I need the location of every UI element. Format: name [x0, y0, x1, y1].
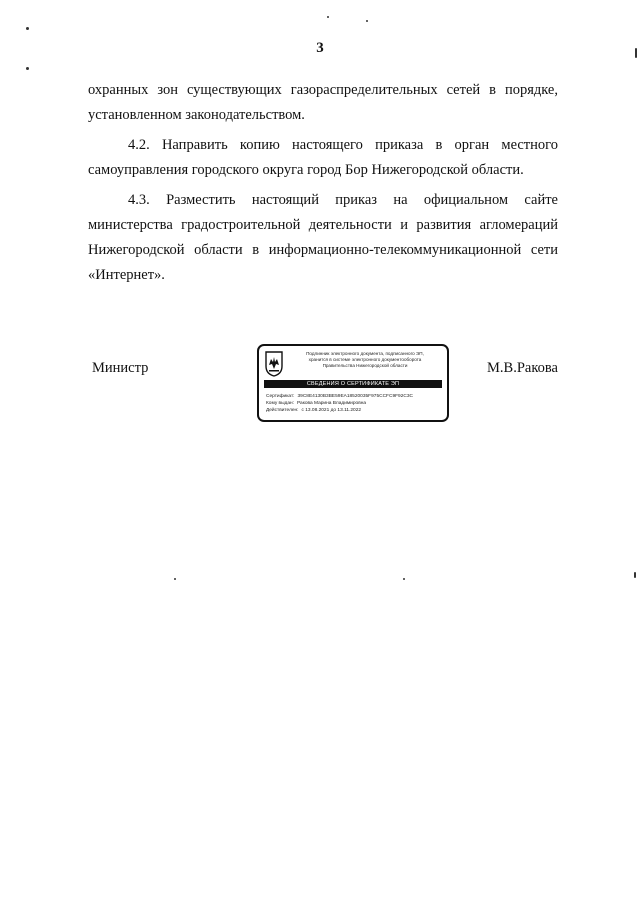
stamp-owner-row: [266, 401, 366, 407]
stamp-validity-row: [266, 408, 361, 414]
stamp-header-line: хранится в системе электронного документооборота: [308, 357, 422, 362]
paragraph-continuation: [88, 78, 558, 128]
certificate-value: 39C8E4130B3BE59EA18520035F975CCFC9F92C3C: [297, 394, 413, 399]
stamp-header-line: Подлинник электронного документа, подписанного ЭП,: [306, 351, 424, 356]
electronic-signature-stamp: [257, 344, 449, 422]
paragraph-4-3: [88, 188, 558, 288]
paragraph-text: 4.2. Направить копию настоящего приказа в орган местного самоуправления городского округа город Бор Нижегородской области.: [88, 137, 558, 178]
owner-label: Кому выдан:: [266, 401, 294, 406]
validity-value: с 13.08.2021 до 13.11.2022: [301, 408, 362, 413]
coat-of-arms-icon: [265, 351, 283, 377]
stamp-header-line: Правительства Нижегородской области: [322, 363, 408, 368]
paragraph-4-2: [88, 133, 558, 183]
signer-title: Министр: [92, 360, 149, 376]
owner-value: Ракова Марина Владимировна: [297, 401, 367, 406]
page-number: 3: [316, 40, 324, 56]
validity-label: Действителен:: [266, 408, 299, 413]
stamp-certificate-row: [266, 394, 413, 400]
stamp-band-title: СВЕДЕНИЯ О СЕРТИФИКАТЕ ЭП: [264, 380, 442, 388]
scan-speck: [327, 16, 329, 18]
scan-speck: [174, 578, 176, 580]
scan-speck: [634, 572, 636, 578]
paragraph-text: 4.3. Разместить настоящий приказ на официальном сайте министерства градостроительной деятельности и развития агломераций Нижегородской области в информационно-телекоммуникационной сети «Интернет».: [88, 192, 558, 283]
signer-name: М.В.Ракова: [487, 360, 558, 376]
certificate-label: Сертификат:: [266, 394, 295, 399]
scan-speck: [366, 20, 368, 22]
scan-speck: [403, 578, 405, 580]
stamp-header: [285, 351, 445, 369]
scan-speck: [26, 27, 29, 30]
paragraph-text: охранных зон существующих газораспределительных сетей в порядке, установленном законодательством.: [88, 82, 558, 123]
scan-speck: [26, 67, 29, 70]
scan-speck: [635, 48, 637, 58]
